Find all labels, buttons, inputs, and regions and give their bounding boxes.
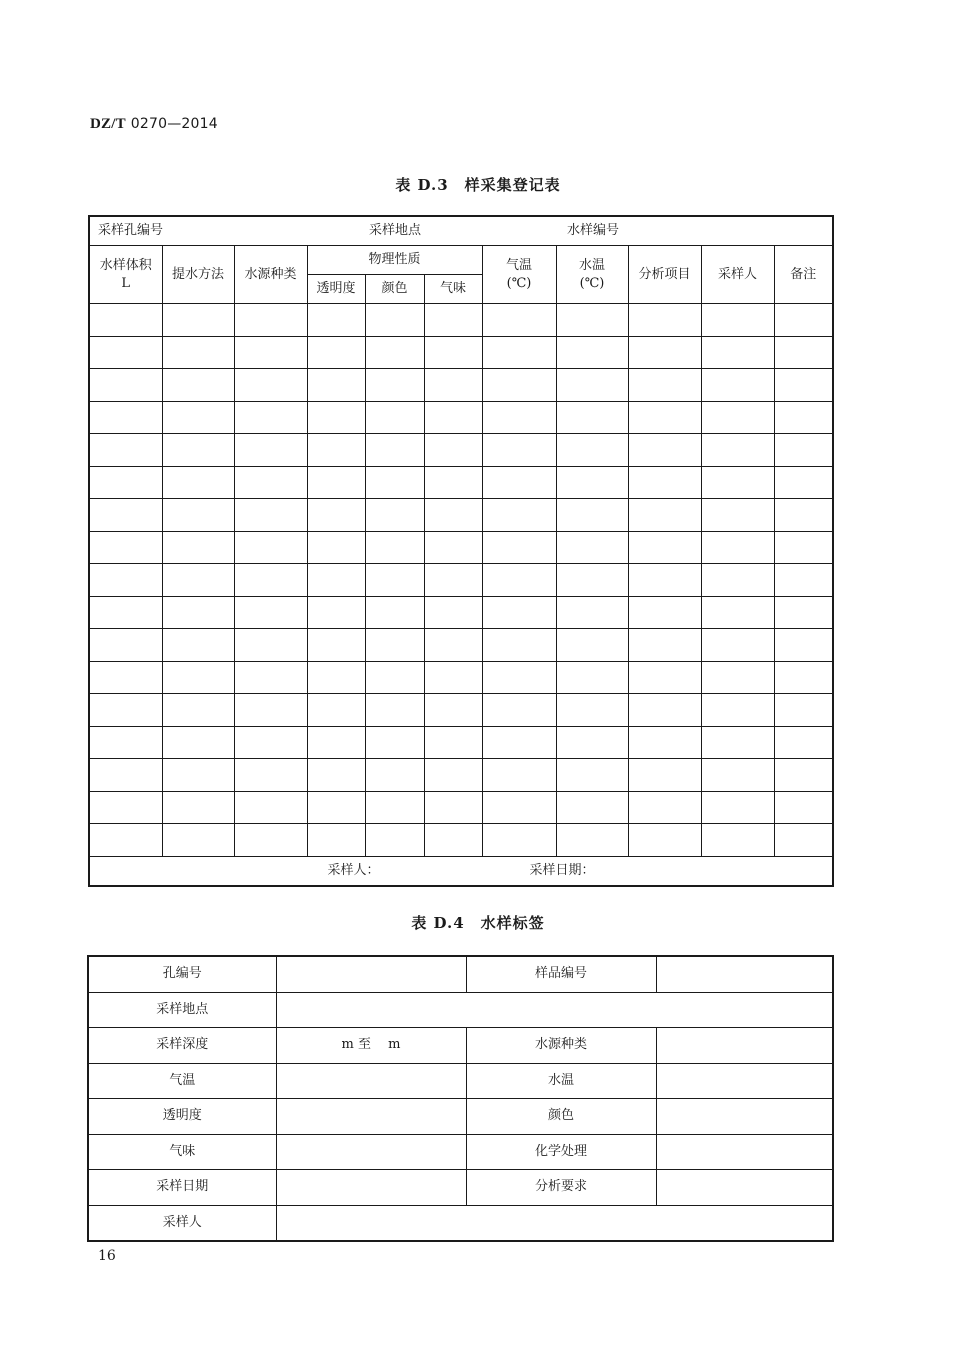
- label-sample-no: 样品编号: [466, 956, 656, 992]
- empty-cell: [365, 369, 424, 402]
- empty-cell: [556, 694, 628, 727]
- empty-cell: [234, 531, 307, 564]
- empty-cell: [89, 596, 162, 629]
- empty-cell: [556, 434, 628, 467]
- empty-cell: [234, 434, 307, 467]
- empty-cell: [482, 596, 556, 629]
- value-chem: [656, 1134, 833, 1170]
- col-physical: 物理性质: [307, 246, 482, 275]
- empty-cell: [89, 401, 162, 434]
- empty-cell: [89, 466, 162, 499]
- empty-cell: [162, 434, 234, 467]
- value-transparency: [276, 1099, 466, 1135]
- empty-cell: [424, 499, 482, 532]
- table-row: [89, 824, 833, 857]
- empty-cell: [482, 824, 556, 857]
- table-d3-title: 表 D.3 样采集登记表: [395, 176, 561, 194]
- empty-cell: [424, 336, 482, 369]
- empty-cell: [365, 401, 424, 434]
- value-location: [276, 992, 833, 1028]
- empty-cell: [307, 629, 365, 662]
- empty-cell: [701, 401, 774, 434]
- empty-cell: [774, 564, 833, 597]
- empty-cell: [89, 531, 162, 564]
- empty-cell: [162, 564, 234, 597]
- empty-cell: [424, 759, 482, 792]
- empty-cell: [628, 304, 701, 337]
- table-row: [89, 531, 833, 564]
- empty-cell: [628, 466, 701, 499]
- empty-cell: [701, 499, 774, 532]
- empty-cell: [162, 629, 234, 662]
- empty-cell: [556, 596, 628, 629]
- empty-cell: [424, 304, 482, 337]
- value-air-temp: [276, 1063, 466, 1099]
- table-row: [89, 499, 833, 532]
- table-row: [88, 1028, 833, 1064]
- col-transparency: 透明度: [307, 275, 365, 304]
- col-sampler: 采样人: [701, 246, 774, 304]
- empty-cell: [365, 726, 424, 759]
- empty-cell: [307, 726, 365, 759]
- value-source: [656, 1028, 833, 1064]
- table-row: [89, 596, 833, 629]
- empty-cell: [701, 304, 774, 337]
- empty-cell: [307, 434, 365, 467]
- empty-cell: [307, 824, 365, 857]
- empty-cell: [628, 759, 701, 792]
- standard-code: [90, 114, 218, 133]
- table-row: [89, 564, 833, 597]
- empty-cell: [701, 791, 774, 824]
- empty-cell: [307, 304, 365, 337]
- empty-cell: [365, 824, 424, 857]
- col-remarks: 备注: [774, 246, 833, 304]
- table-d3-info-row: [89, 216, 833, 246]
- empty-cell: [424, 434, 482, 467]
- empty-cell: [89, 791, 162, 824]
- empty-cell: [424, 466, 482, 499]
- label-source: 水源种类: [466, 1028, 656, 1064]
- table-row: [89, 304, 833, 337]
- empty-cell: [234, 466, 307, 499]
- empty-cell: [89, 824, 162, 857]
- empty-cell: [234, 304, 307, 337]
- empty-cell: [774, 369, 833, 402]
- table-row: [89, 369, 833, 402]
- table-row: [89, 401, 833, 434]
- empty-cell: [307, 531, 365, 564]
- table-d3-body: [89, 304, 833, 857]
- empty-cell: [89, 694, 162, 727]
- empty-cell: [234, 499, 307, 532]
- empty-cell: [701, 466, 774, 499]
- empty-cell: [774, 531, 833, 564]
- empty-cell: [307, 694, 365, 727]
- empty-cell: [365, 336, 424, 369]
- empty-cell: [701, 531, 774, 564]
- empty-cell: [424, 694, 482, 727]
- location-label: 采样地点: [369, 223, 422, 239]
- empty-cell: [556, 791, 628, 824]
- empty-cell: [234, 791, 307, 824]
- table-row: [88, 1170, 833, 1206]
- value-depth: m 至 m: [276, 1028, 466, 1064]
- label-chem: 化学处理: [466, 1134, 656, 1170]
- empty-cell: [556, 531, 628, 564]
- empty-cell: [701, 661, 774, 694]
- empty-cell: [774, 726, 833, 759]
- empty-cell: [482, 629, 556, 662]
- value-analysis-req: [656, 1170, 833, 1206]
- table-row: [88, 1063, 833, 1099]
- empty-cell: [162, 336, 234, 369]
- empty-cell: [774, 824, 833, 857]
- table-d3-footer-row: [89, 856, 833, 886]
- empty-cell: [89, 336, 162, 369]
- empty-cell: [701, 336, 774, 369]
- sample-no-label: 水样编号: [567, 223, 620, 239]
- empty-cell: [89, 499, 162, 532]
- label-hole-no: 孔编号: [88, 956, 276, 992]
- empty-cell: [701, 824, 774, 857]
- value-odor: [276, 1134, 466, 1170]
- empty-cell: [424, 531, 482, 564]
- table-row: [89, 336, 833, 369]
- table-row: [89, 759, 833, 792]
- empty-cell: [774, 401, 833, 434]
- table-row: [88, 992, 833, 1028]
- empty-cell: [701, 564, 774, 597]
- empty-cell: [774, 499, 833, 532]
- sample-collection-register-table: [88, 215, 834, 887]
- col-odor: 气味: [424, 275, 482, 304]
- empty-cell: [234, 401, 307, 434]
- empty-cell: [482, 759, 556, 792]
- empty-cell: [365, 531, 424, 564]
- empty-cell: [556, 824, 628, 857]
- empty-cell: [628, 791, 701, 824]
- empty-cell: [234, 336, 307, 369]
- empty-cell: [482, 466, 556, 499]
- empty-cell: [424, 726, 482, 759]
- value-water-temp: [656, 1063, 833, 1099]
- empty-cell: [89, 304, 162, 337]
- empty-cell: [162, 694, 234, 727]
- empty-cell: [162, 726, 234, 759]
- empty-cell: [162, 466, 234, 499]
- empty-cell: [424, 661, 482, 694]
- empty-cell: [307, 759, 365, 792]
- empty-cell: [628, 369, 701, 402]
- empty-cell: [307, 791, 365, 824]
- empty-cell: [162, 596, 234, 629]
- empty-cell: [701, 434, 774, 467]
- empty-cell: [628, 661, 701, 694]
- label-analysis-req: 分析要求: [466, 1170, 656, 1206]
- empty-cell: [424, 791, 482, 824]
- empty-cell: [774, 694, 833, 727]
- footer-date-label: 采样日期：: [529, 862, 595, 878]
- empty-cell: [365, 499, 424, 532]
- empty-cell: [701, 726, 774, 759]
- empty-cell: [701, 369, 774, 402]
- table-d4-title: 表 D.4 水样标签: [411, 914, 545, 932]
- col-air-temp: 气温 (℃): [482, 246, 556, 304]
- hole-no-label: 采样孔编号: [98, 223, 164, 239]
- empty-cell: [774, 791, 833, 824]
- empty-cell: [234, 629, 307, 662]
- col-analysis: 分析项目: [628, 246, 701, 304]
- col-source: 水源种类: [234, 246, 307, 304]
- value-sample-no: [656, 956, 833, 992]
- empty-cell: [365, 466, 424, 499]
- empty-cell: [701, 596, 774, 629]
- empty-cell: [89, 434, 162, 467]
- empty-cell: [556, 369, 628, 402]
- empty-cell: [628, 726, 701, 759]
- table-row: [89, 694, 833, 727]
- table-row: [89, 791, 833, 824]
- empty-cell: [365, 596, 424, 629]
- empty-cell: [774, 596, 833, 629]
- empty-cell: [234, 596, 307, 629]
- empty-cell: [628, 401, 701, 434]
- empty-cell: [162, 304, 234, 337]
- empty-cell: [162, 759, 234, 792]
- empty-cell: [162, 499, 234, 532]
- empty-cell: [307, 596, 365, 629]
- empty-cell: [365, 791, 424, 824]
- page-number: 16: [98, 1248, 116, 1264]
- empty-cell: [556, 336, 628, 369]
- empty-cell: [556, 304, 628, 337]
- empty-cell: [89, 629, 162, 662]
- label-water-temp: 水温: [466, 1063, 656, 1099]
- empty-cell: [365, 759, 424, 792]
- empty-cell: [162, 401, 234, 434]
- empty-cell: [774, 304, 833, 337]
- table-row: [88, 956, 833, 992]
- label-date: 采样日期: [88, 1170, 276, 1206]
- empty-cell: [556, 401, 628, 434]
- empty-cell: [701, 694, 774, 727]
- table-row: [89, 466, 833, 499]
- empty-cell: [307, 369, 365, 402]
- empty-cell: [234, 759, 307, 792]
- table-row: [88, 1099, 833, 1135]
- empty-cell: [628, 629, 701, 662]
- empty-cell: [774, 759, 833, 792]
- empty-cell: [307, 499, 365, 532]
- label-transparency: 透明度: [88, 1099, 276, 1135]
- empty-cell: [365, 304, 424, 337]
- empty-cell: [628, 434, 701, 467]
- empty-cell: [482, 791, 556, 824]
- empty-cell: [234, 661, 307, 694]
- empty-cell: [556, 466, 628, 499]
- empty-cell: [628, 596, 701, 629]
- empty-cell: [774, 336, 833, 369]
- empty-cell: [89, 369, 162, 402]
- empty-cell: [365, 434, 424, 467]
- table-row: [89, 434, 833, 467]
- empty-cell: [307, 336, 365, 369]
- empty-cell: [774, 466, 833, 499]
- empty-cell: [424, 564, 482, 597]
- empty-cell: [234, 824, 307, 857]
- water-sample-label-table: [87, 955, 834, 1242]
- empty-cell: [162, 531, 234, 564]
- empty-cell: [701, 759, 774, 792]
- label-sampler: 采样人: [88, 1205, 276, 1241]
- empty-cell: [556, 564, 628, 597]
- empty-cell: [162, 791, 234, 824]
- col-volume: 水样体积 L: [89, 246, 162, 304]
- empty-cell: [482, 336, 556, 369]
- label-depth: 采样深度: [88, 1028, 276, 1064]
- value-hole-no: [276, 956, 466, 992]
- empty-cell: [89, 726, 162, 759]
- empty-cell: [556, 726, 628, 759]
- empty-cell: [628, 499, 701, 532]
- col-water-temp: 水温 (℃): [556, 246, 628, 304]
- empty-cell: [424, 629, 482, 662]
- empty-cell: [89, 759, 162, 792]
- empty-cell: [89, 564, 162, 597]
- empty-cell: [556, 499, 628, 532]
- empty-cell: [482, 531, 556, 564]
- empty-cell: [307, 564, 365, 597]
- empty-cell: [162, 369, 234, 402]
- empty-cell: [234, 726, 307, 759]
- table-row: [89, 629, 833, 662]
- label-location: 采样地点: [88, 992, 276, 1028]
- empty-cell: [482, 434, 556, 467]
- label-color: 颜色: [466, 1099, 656, 1135]
- empty-cell: [162, 661, 234, 694]
- empty-cell: [482, 564, 556, 597]
- empty-cell: [556, 661, 628, 694]
- empty-cell: [424, 596, 482, 629]
- value-color: [656, 1099, 833, 1135]
- empty-cell: [424, 824, 482, 857]
- empty-cell: [162, 824, 234, 857]
- table-row: [89, 726, 833, 759]
- empty-cell: [234, 564, 307, 597]
- table-d3-header-row-1: [89, 246, 833, 275]
- footer-sampler-label: 采样人：: [327, 862, 380, 878]
- empty-cell: [482, 726, 556, 759]
- empty-cell: [556, 629, 628, 662]
- empty-cell: [482, 499, 556, 532]
- empty-cell: [774, 434, 833, 467]
- empty-cell: [307, 466, 365, 499]
- empty-cell: [424, 369, 482, 402]
- standard-prefix: DZ/T: [90, 116, 126, 132]
- empty-cell: [365, 629, 424, 662]
- empty-cell: [628, 824, 701, 857]
- value-date: [276, 1170, 466, 1206]
- empty-cell: [365, 661, 424, 694]
- empty-cell: [701, 629, 774, 662]
- table-row: [89, 661, 833, 694]
- label-odor: 气味: [88, 1134, 276, 1170]
- value-sampler: [276, 1205, 833, 1241]
- empty-cell: [482, 661, 556, 694]
- col-method: 提水方法: [162, 246, 234, 304]
- empty-cell: [234, 369, 307, 402]
- empty-cell: [307, 401, 365, 434]
- empty-cell: [628, 531, 701, 564]
- empty-cell: [424, 401, 482, 434]
- empty-cell: [628, 336, 701, 369]
- empty-cell: [556, 759, 628, 792]
- empty-cell: [482, 401, 556, 434]
- empty-cell: [482, 304, 556, 337]
- label-air-temp: 气温: [88, 1063, 276, 1099]
- empty-cell: [307, 661, 365, 694]
- empty-cell: [365, 564, 424, 597]
- table-row: [88, 1134, 833, 1170]
- empty-cell: [628, 564, 701, 597]
- empty-cell: [774, 661, 833, 694]
- empty-cell: [234, 694, 307, 727]
- col-color: 颜色: [365, 275, 424, 304]
- empty-cell: [628, 694, 701, 727]
- standard-number: 0270—2014: [130, 116, 218, 132]
- empty-cell: [89, 661, 162, 694]
- empty-cell: [482, 369, 556, 402]
- table-row: [88, 1205, 833, 1241]
- empty-cell: [365, 694, 424, 727]
- empty-cell: [482, 694, 556, 727]
- empty-cell: [774, 629, 833, 662]
